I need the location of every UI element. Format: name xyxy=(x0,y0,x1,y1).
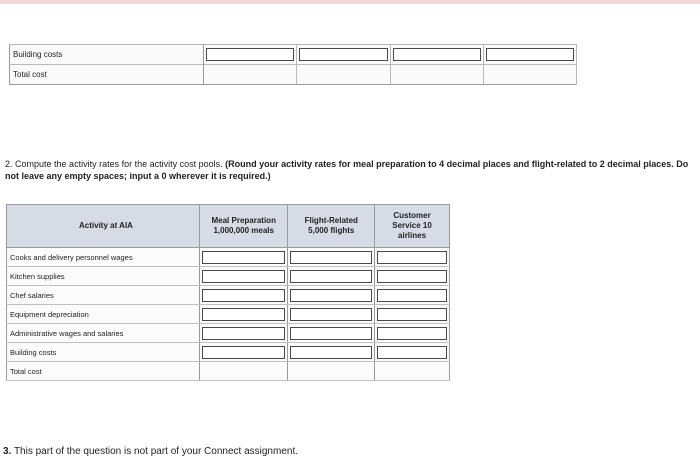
flight-rate-cell[interactable] xyxy=(288,343,375,362)
header-flight-line1: Flight-Related xyxy=(304,216,358,225)
row-label-building-costs: Building costs xyxy=(10,45,204,65)
input-box[interactable] xyxy=(393,48,481,61)
table-row xyxy=(7,305,450,324)
question-3-number: 3. xyxy=(3,446,12,457)
header-meal-line1: Meal Preparation xyxy=(211,216,276,225)
input-box[interactable] xyxy=(377,289,447,302)
flight-rate-cell[interactable] xyxy=(288,248,375,267)
row-label: Building costs xyxy=(7,343,200,362)
customer-rate-cell[interactable] xyxy=(375,248,450,267)
total-cost-cell-4 xyxy=(483,65,576,85)
header-customer-line2: Service 10 xyxy=(392,221,432,230)
header-customer-service xyxy=(375,205,450,248)
input-box[interactable] xyxy=(377,327,447,340)
customer-total-cell xyxy=(375,362,450,381)
table-row xyxy=(7,286,450,305)
input-box[interactable] xyxy=(299,48,387,61)
question-3-text: This part of the question is not part of your Connect assignment. xyxy=(13,446,298,457)
building-costs-cell-3[interactable] xyxy=(390,45,483,65)
top-accent-line xyxy=(0,0,700,4)
top-cost-table xyxy=(9,44,577,85)
flight-total-cell xyxy=(288,362,375,381)
table-row xyxy=(7,267,450,286)
input-box[interactable] xyxy=(206,48,294,61)
input-box[interactable] xyxy=(290,289,372,302)
row-label: Equipment depreciation xyxy=(7,305,200,324)
total-cost-cell-2 xyxy=(297,65,390,85)
input-box[interactable] xyxy=(202,327,285,340)
meal-rate-cell[interactable] xyxy=(199,343,287,362)
input-box[interactable] xyxy=(202,346,285,359)
meal-rate-cell[interactable] xyxy=(199,248,287,267)
row-label: Kitchen supplies xyxy=(7,267,200,286)
input-box[interactable] xyxy=(290,327,372,340)
header-customer-line3: airlines xyxy=(398,231,427,240)
input-box[interactable] xyxy=(202,270,285,283)
input-box[interactable] xyxy=(290,346,372,359)
table-row xyxy=(7,324,450,343)
input-box[interactable] xyxy=(202,308,285,321)
input-box[interactable] xyxy=(290,270,372,283)
meal-rate-cell[interactable] xyxy=(199,267,287,286)
header-flight-related xyxy=(288,205,375,248)
input-box[interactable] xyxy=(290,251,372,264)
customer-rate-cell[interactable] xyxy=(375,305,450,324)
header-activity: Activity at AIA xyxy=(7,205,200,248)
input-box[interactable] xyxy=(377,270,447,283)
meal-rate-cell[interactable] xyxy=(199,286,287,305)
table-row xyxy=(7,343,450,362)
question-2 xyxy=(5,158,695,182)
flight-rate-cell[interactable] xyxy=(288,305,375,324)
customer-rate-cell[interactable] xyxy=(375,324,450,343)
meal-rate-cell[interactable] xyxy=(199,324,287,343)
building-costs-cell-1[interactable] xyxy=(204,45,297,65)
input-box[interactable] xyxy=(202,251,285,264)
customer-rate-cell[interactable] xyxy=(375,267,450,286)
customer-rate-cell[interactable] xyxy=(375,343,450,362)
row-label: Administrative wages and salaries xyxy=(7,324,200,343)
row-label: Total cost xyxy=(7,362,200,381)
header-flight-line2: 5,000 flights xyxy=(308,226,355,235)
header-meal-preparation xyxy=(199,205,287,248)
meal-rate-cell[interactable] xyxy=(199,305,287,324)
row-label: Cooks and delivery personnel wages xyxy=(7,248,200,267)
input-box[interactable] xyxy=(377,308,447,321)
table-row xyxy=(7,362,450,381)
flight-rate-cell[interactable] xyxy=(288,324,375,343)
table-header-row xyxy=(7,205,450,248)
input-box[interactable] xyxy=(486,48,574,61)
question-3 xyxy=(3,446,298,457)
building-costs-cell-4[interactable] xyxy=(483,45,576,65)
flight-rate-cell[interactable] xyxy=(288,286,375,305)
meal-total-cell xyxy=(199,362,287,381)
header-meal-line2: 1,000,000 meals xyxy=(213,226,274,235)
question-2-text: Compute the activity rates for the activity cost pools. xyxy=(15,159,223,169)
building-costs-cell-2[interactable] xyxy=(297,45,390,65)
input-box[interactable] xyxy=(202,289,285,302)
input-box[interactable] xyxy=(377,346,447,359)
activity-rates-table xyxy=(6,204,450,381)
input-box[interactable] xyxy=(290,308,372,321)
row-label: Chef salaries xyxy=(7,286,200,305)
table-row xyxy=(7,248,450,267)
table-row xyxy=(10,65,577,85)
total-cost-cell-1 xyxy=(204,65,297,85)
header-customer-line1: Customer xyxy=(393,211,431,220)
row-label-total-cost: Total cost xyxy=(10,65,204,85)
total-cost-cell-3 xyxy=(390,65,483,85)
flight-rate-cell[interactable] xyxy=(288,267,375,286)
question-2-number: 2. xyxy=(5,159,13,169)
table-row xyxy=(10,45,577,65)
input-box[interactable] xyxy=(377,251,447,264)
customer-rate-cell[interactable] xyxy=(375,286,450,305)
question-2-instruction: (Round your activity rates for meal preparation to 4 decimal places and flight-related to 2 decimal places. Do not leave any empty spaces; input a 0 wherever it is required.) xyxy=(5,159,689,181)
